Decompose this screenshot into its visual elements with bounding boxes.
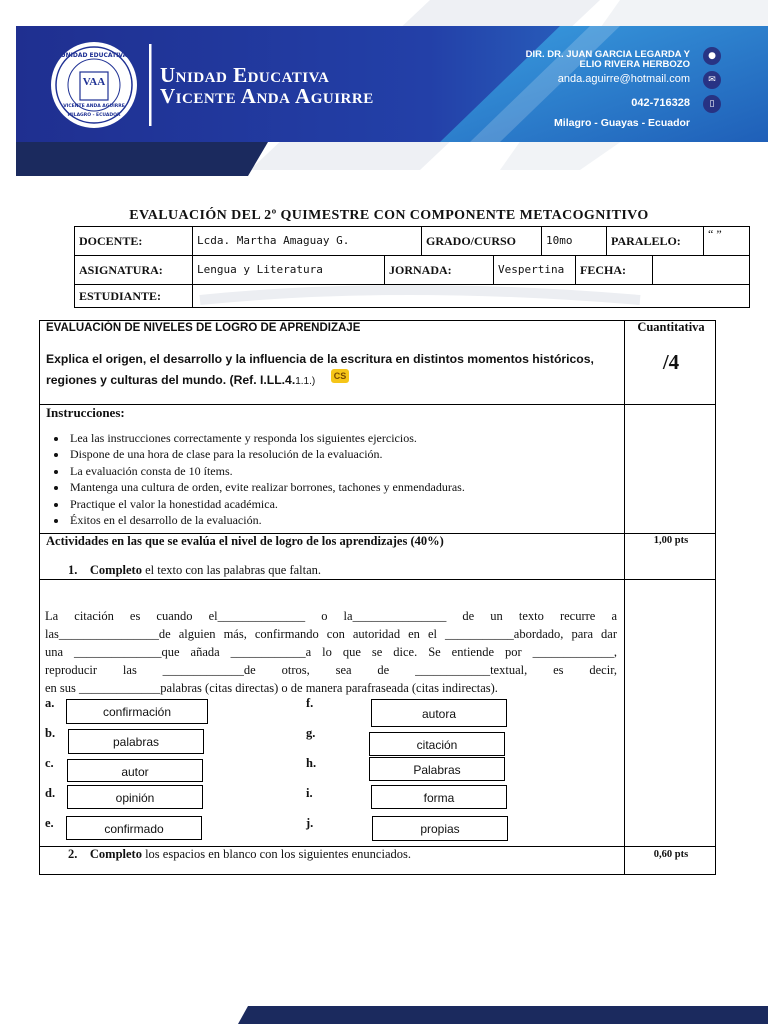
- address-line1: DIR. DR. JUAN GARCIA LEGARDA Y: [525, 49, 690, 60]
- phone-icon: ▯: [703, 95, 721, 113]
- location-pin-icon: ●: [703, 47, 721, 65]
- option-letter-h: h.: [306, 756, 317, 770]
- option-letter-d: d.: [45, 786, 56, 800]
- option-letter-b: b.: [45, 726, 56, 740]
- option-letter-e: e.: [45, 816, 54, 830]
- address-line2: ELIO RIVERA HERBOZO: [579, 59, 690, 70]
- option-forma: forma: [371, 785, 507, 809]
- option-opinion: opinión: [67, 785, 203, 809]
- activities-heading: Actividades en las que se evalúa el nivel de logro de los aprendizajes (40%): [46, 534, 444, 548]
- q1-bold: Completo: [89, 563, 142, 577]
- option-palabras-capital: Palabras: [369, 757, 505, 781]
- mail-icon: ✉: [703, 71, 721, 89]
- question-1: [68, 563, 321, 578]
- objective-line2-c: 1.1.): [295, 376, 316, 387]
- q1-number: 1.: [68, 563, 78, 577]
- option-letter-j: j.: [306, 816, 314, 830]
- contact-city: Milagro - Guayas - Ecuador: [554, 117, 690, 129]
- jornada-value: Vespertina: [493, 255, 576, 285]
- cloze-line-1: La citación es cuando el______________ o la_______________ de un texto recurre a: [45, 609, 617, 623]
- fecha-field[interactable]: [652, 255, 750, 285]
- contact-address: [470, 50, 690, 70]
- option-letter-c: c.: [45, 756, 54, 770]
- instructions-label: Instrucciones:: [46, 405, 125, 420]
- instructions-list: [46, 430, 465, 528]
- logo-monogram: VAA: [82, 76, 106, 88]
- paralelo-value[interactable]: “ ”: [703, 226, 750, 256]
- cloze-line-2: las________________de alguien más, confirmando con autoridad en el ___________abordado, para dar: [45, 627, 617, 641]
- fecha-label: FECHA:: [575, 255, 653, 285]
- q2-points: 0,60 pts: [653, 849, 689, 860]
- option-letter-a: a.: [45, 696, 55, 710]
- contact-email: anda.aguirre@hotmail.com: [557, 73, 690, 85]
- option-confirmacion: confirmación: [66, 699, 208, 724]
- option-letter-i: i.: [306, 786, 313, 800]
- grado-value: 10mo: [541, 226, 607, 256]
- paralelo-label: PARALELO:: [606, 226, 704, 256]
- option-palabras: palabras: [68, 729, 204, 754]
- evaluation-title: EVALUACIÓN DEL 2º QUIMESTRE CON COMPONENTE METACOGNITIVO: [129, 208, 649, 223]
- activities-points: 1,00 pts: [653, 535, 689, 546]
- q2-bold: Completo: [89, 847, 142, 861]
- row-divider-1: [39, 404, 716, 405]
- option-propias: propias: [372, 816, 508, 841]
- asignatura-value: Lengua y Literatura: [192, 255, 385, 285]
- cloze-line-4: reproducir las _____________de otros, sea de ____________textual, es decir,: [45, 663, 617, 677]
- option-letter-g: g.: [306, 726, 316, 740]
- objective-line1: Explica el origen, el desarrollo y la influencia de la escritura en distintos momentos históricos,: [46, 352, 594, 366]
- total-score: /4: [662, 350, 680, 374]
- option-autora: autora: [371, 699, 507, 727]
- jornada-label: JORNADA:: [384, 255, 494, 285]
- logo-ring-text-bottom: MILAGRO - ECUADOR: [67, 113, 121, 118]
- objective-line2-a: regiones y culturas del mundo. (Ref.: [46, 373, 260, 387]
- asignatura-label: ASIGNATURA:: [74, 255, 193, 285]
- docente-label: DOCENTE:: [74, 226, 193, 256]
- q2-text: los espacios en blanco con los siguientes enunciados.: [141, 847, 411, 861]
- option-citacion: citación: [369, 732, 505, 756]
- q2-number: 2.: [68, 847, 78, 861]
- school-name-line1: Unidad Educativa: [160, 63, 330, 87]
- objective-line2-b: I.LL.4.: [260, 373, 296, 387]
- grado-label: GRADO/CURSO: [421, 226, 542, 256]
- row-divider-3: [39, 579, 716, 580]
- cs-badge-icon: CS: [331, 369, 349, 383]
- option-confirmado: confirmado: [66, 816, 202, 840]
- cloze-line-3: una ______________que añada ____________a lo que se dice. Se entiende por _____________,: [45, 645, 617, 659]
- instruction-item: • Dispone de una hora de clase para la resolución de la evaluación.: [68, 446, 465, 462]
- instruction-item: • Practique el valor la honestidad académica.: [68, 496, 465, 512]
- instruction-item: • La evaluación consta de 10 ítems.: [68, 463, 465, 479]
- logo-ring-text-left: VICENTE ANDA AGUIRRE: [63, 104, 125, 109]
- instruction-item: • Éxitos en el desarrollo de la evaluación.: [68, 512, 465, 528]
- logo-ring-text-top: UNIDAD EDUCATIVA: [60, 52, 128, 59]
- question-2: [68, 847, 411, 862]
- instruction-item: • Mantenga una cultura de orden, evite realizar borrones, tachones y enmendaduras.: [68, 479, 465, 495]
- option-autor: autor: [67, 759, 203, 782]
- cloze-line-5: en sus _____________palabras (citas directas) o de manera parafraseada (citas indirectas).: [45, 681, 498, 695]
- eval-heading: EVALUACIÓN DE NIVELES DE LOGRO DE APRENDIZAJE: [46, 322, 361, 334]
- option-letter-f: f.: [306, 696, 314, 710]
- contact-phone: 042-716328: [631, 97, 690, 109]
- docente-value: Lcda. Martha Amaguay G.: [192, 226, 422, 256]
- q1-text: el texto con las palabras que faltan.: [141, 563, 322, 577]
- school-name-line2: Vicente Anda Aguirre: [160, 84, 374, 108]
- estudiante-label: ESTUDIANTE:: [74, 284, 193, 308]
- estudiante-field[interactable]: [192, 284, 750, 308]
- logo-text-group: [51, 44, 137, 130]
- cuantitativa-label: Cuantitativa: [637, 320, 705, 334]
- objective-line2: [46, 373, 315, 387]
- instruction-item: • Lea las instrucciones correctamente y responda los siguientes ejercicios.: [68, 430, 465, 446]
